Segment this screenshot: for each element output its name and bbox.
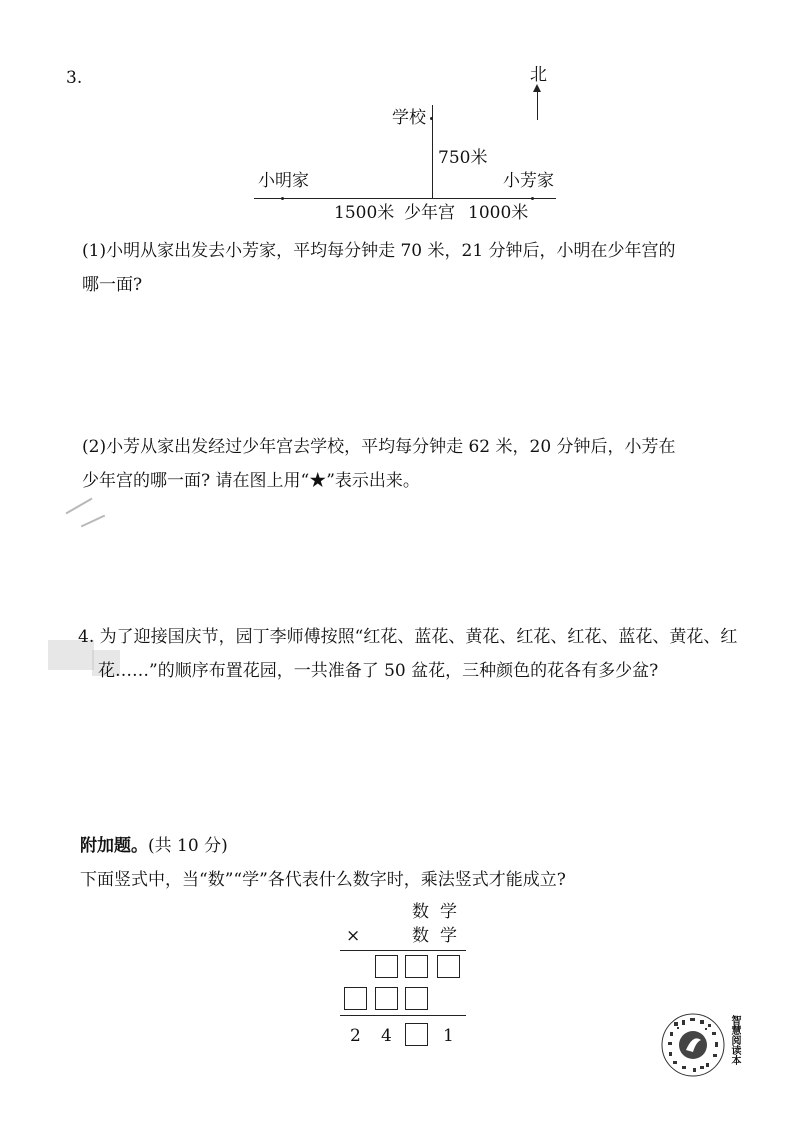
north-arrowhead-icon xyxy=(533,84,541,92)
q4-line1: 4. 为了迎接国庆节，园丁李师傅按照“红花、蓝花、黄花、红花、红花、蓝花、黄花、红 xyxy=(78,627,738,647)
youth-palace-label: 少年宫 xyxy=(404,203,455,223)
multiplicand-digit-xue: 学 xyxy=(440,902,457,922)
partial2-box-2[interactable] xyxy=(375,987,398,1010)
distance-right-label: 1000米 xyxy=(468,203,529,223)
partial2-box-3[interactable] xyxy=(405,987,428,1010)
result-digit-2: 4 xyxy=(381,1026,392,1046)
multiplier-digit-xue: 学 xyxy=(440,926,457,946)
xiaofang-home-point xyxy=(531,197,534,200)
school-point xyxy=(430,117,433,120)
q3-part2-line2: 少年宫的哪一面? 请在图上用“★”表示出来。 xyxy=(82,471,420,491)
north-arrow xyxy=(537,88,538,120)
bonus-title: 附加题。 xyxy=(80,836,148,856)
distance-left-label: 1500米 xyxy=(334,203,395,223)
qr-badge-label: 智慧阅读本 xyxy=(729,1015,740,1065)
q3-part2-line1: (2)小芳从家出发经过少年宫去学校，平均每分钟走 62 米，20 分钟后，小芳在 xyxy=(82,437,676,457)
result-digit-1: 2 xyxy=(350,1026,361,1046)
school-label: 学校 xyxy=(392,108,426,128)
result-box[interactable] xyxy=(405,1023,428,1046)
partial2-box-1[interactable] xyxy=(344,987,367,1010)
bonus-points: (共 10 分) xyxy=(148,836,228,856)
q3-part1-line1: (1)小明从家出发去小芳家，平均每分钟走 70 米，21 分钟后，小明在少年宫的 xyxy=(82,241,676,261)
q3-part1-line2: 哪一面? xyxy=(82,275,143,295)
product-line-1 xyxy=(340,950,466,951)
multiplicand-digit-shu: 数 xyxy=(412,902,429,922)
partial1-box-1[interactable] xyxy=(375,955,398,978)
partial1-box-3[interactable] xyxy=(437,955,460,978)
xiaofang-home-label: 小芳家 xyxy=(503,171,554,191)
multiplier-digit-shu: 数 xyxy=(412,926,429,946)
distance-school-label: 750米 xyxy=(438,148,488,168)
product-line-2 xyxy=(340,1015,466,1016)
times-sign: × xyxy=(346,926,361,946)
north-label: 北 xyxy=(530,65,547,85)
q4-line2: 花……”的顺序布置花园，一共准备了 50 盆花，三种颜色的花各有多少盆? xyxy=(98,661,659,681)
question-number-3: 3. xyxy=(66,68,83,88)
xiaoming-home-point xyxy=(281,197,284,200)
partial1-box-2[interactable] xyxy=(405,955,428,978)
main-road xyxy=(254,198,556,199)
map-diagram xyxy=(0,0,800,230)
bonus-heading xyxy=(80,838,228,855)
bonus-prompt: 下面竖式中，当“数”“学”各代表什么数字时，乘法竖式才能成立? xyxy=(80,870,566,890)
xiaoming-home-label: 小明家 xyxy=(258,171,309,191)
result-digit-4: 1 xyxy=(443,1026,454,1046)
qr-code-icon[interactable] xyxy=(660,1012,726,1078)
